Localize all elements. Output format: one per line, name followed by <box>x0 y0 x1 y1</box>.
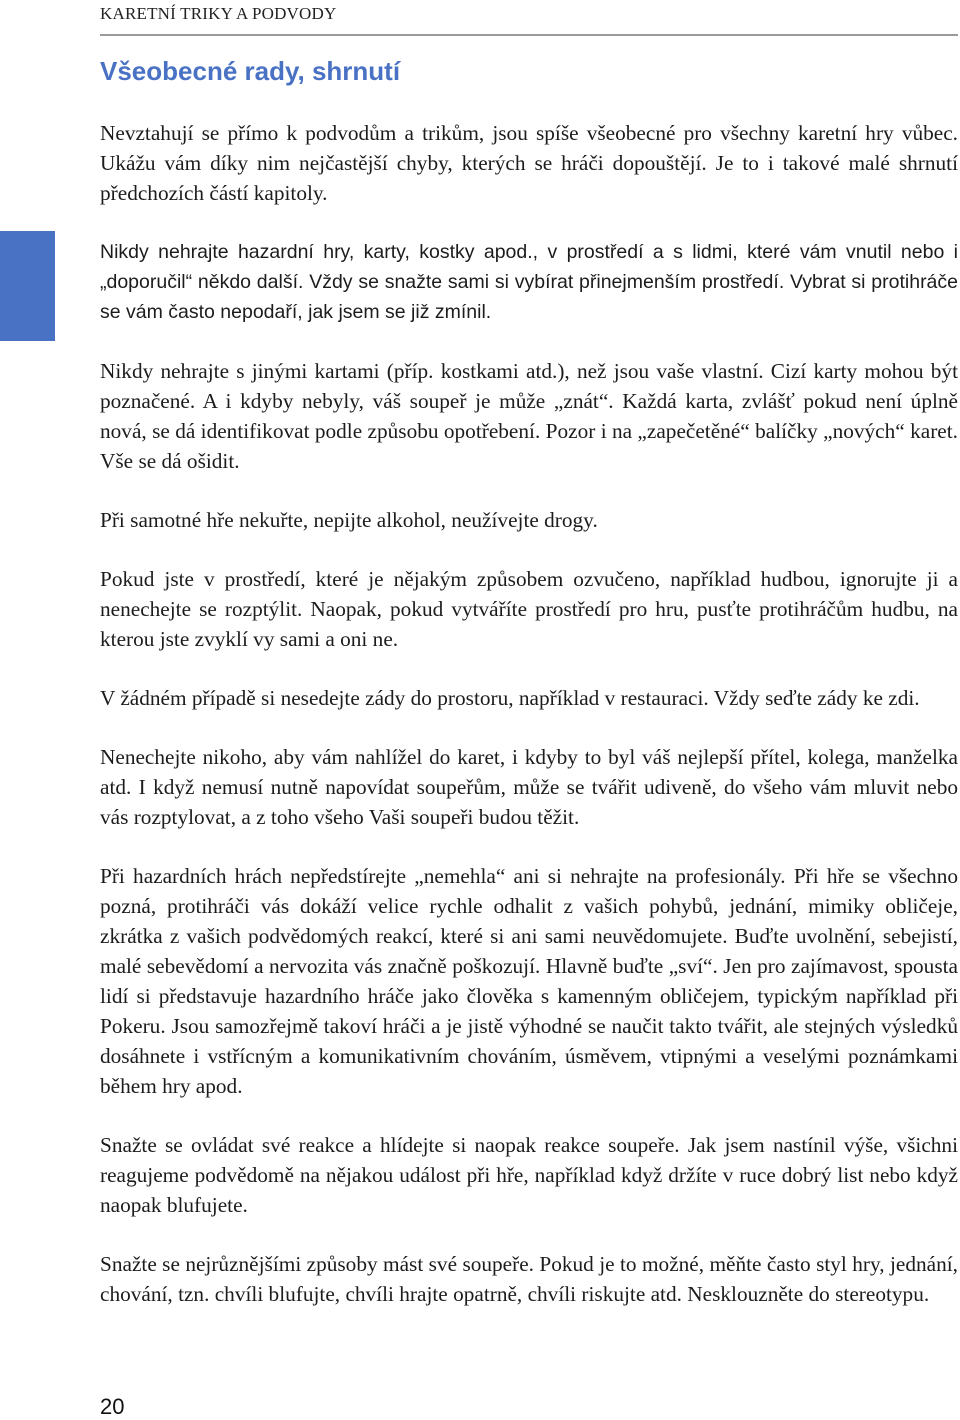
body-text <box>100 118 958 1338</box>
section-title: Všeobecné rady, shrnutí <box>100 56 401 86</box>
paragraph-no-alcohol: Při samotné hře nekuřte, nepijte alkohol, neužívejte drogy. <box>100 508 598 532</box>
paragraph-music: Pokud jste v prostředí, které je nějakým způsobem ozvučeno, například hudbou, ignorujte ji a nenechejte se rozptýlit. Naopak, pokud vytváříte prostředí pro hru, pusťte protihráčům hudbu, na kterou jste zvyklí vy sami a oni ne. <box>100 567 958 651</box>
paragraph-behaviour: Při hazardních hrách nepředstírejte „nemehla“ ani si nehrajte na profesionály. Při hře se všechno pozná, protihráči vás dokáží velice rychle odhalit z vašich pohybů, jednání, mimiky obličeje, zkrátka z vašich podvědomých reakcí, které si ani sami neuvědomujete. Buďte uvolnění, sebejistí, malé sebevědomí a nervozita vás značně poškozují. Hlavně buďte „sví“. Jen pro zajímavost, spousta lidí si představuje hazardního hráče jako člověka s kamenným obličejem, typickým například při Pokeru. Jsou samozřejmě takoví hráči a je jistě výhodné se naučit takto tvářit, ale stejných výsledků dosáhnete i vstřícným a komunikativním chováním, úsměvem, vtipnými a veselými poznámkami během hry apod. <box>100 864 958 1098</box>
paragraph-environment: Nikdy nehrajte hazardní hry, karty, kostky apod., v prostředí a s lidmi, které vám vnutil nebo i „doporučil“ někdo další. Vždy se snažte sami si vybírat přinejmenším prostředí. Vybrat si protihráče se vám často nepodaří, jak jsem se již zmínil. <box>100 241 958 323</box>
running-header: KARETNÍ TRIKY A PODVODY <box>100 4 337 23</box>
chapter-side-tab <box>0 231 55 341</box>
header-rule <box>100 34 958 36</box>
paragraph-confuse-opponents: Snažte se nejrůznějšími způsoby mást své soupeře. Pokud je to možné, měňte často styl hry, jednání, chování, tzn. chvíli blufujte, chvíli hrajte opatrně, chvíli riskujte atd. Nesklouzněte do stereotypu. <box>100 1252 958 1306</box>
paragraph-intro: Nevztahují se přímo k podvodům a trikům, jsou spíše všeobecné pro všechny karetní hry vůbec. Ukážu vám díky nim nejčastější chyby, kterých se hráči dopouštějí. Je to i takové malé shrnutí předchozích částí kapitoly. <box>100 121 958 205</box>
paragraph-onlookers: Nenechejte nikoho, aby vám nahlížel do karet, i kdyby to byl váš nejlepší přítel, kolega, manželka atd. I když nemusí nutně napovídat soupeřům, může se tvářit udiveně, do všeho vám mluvit nebo vás rozptylovat, a z toho všeho Vaši soupeři budou těžit. <box>100 745 958 829</box>
paragraph-reactions: Snažte se ovládat své reakce a hlídejte si naopak reakce soupeře. Jak jsem nastínil výše, všichni reagujeme podvědomě na nějakou událost při hře, například když držíte v ruce dobrý list nebo když naopak blufujete. <box>100 1133 958 1217</box>
paragraph-own-cards: Nikdy nehrajte s jinými kartami (příp. kostkami atd.), než jsou vaše vlastní. Cizí karty mohou být poznačené. A i kdyby nebyly, váš soupeř je může „znát“. Každá karta, zvlášť pokud není úplně nová, se dá identifikovat podle způsobu opotřebení. Pozor i na „zapečetěné“ balíčky „nových“ karet. Vše se dá ošidit. <box>100 359 958 473</box>
paragraph-seating: V žádném případě si nesedejte zády do prostoru, například v restauraci. Vždy seďte zády ke zdi. <box>100 686 920 710</box>
page-number: 20 <box>100 1394 125 1419</box>
